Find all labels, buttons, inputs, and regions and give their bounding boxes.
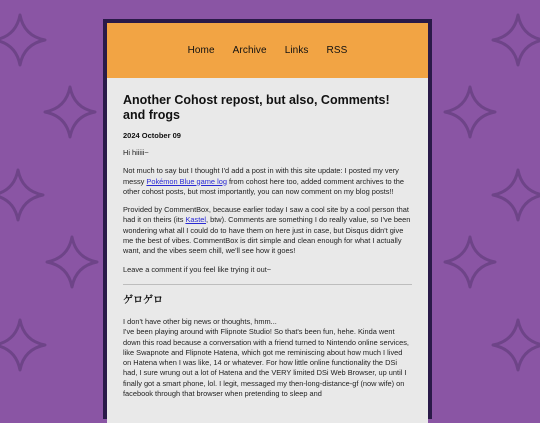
post-paragraph-flipnote: I've been playing around with Flipnote Studio! So that's been fun, hehe. Kinda went down this road because a conversation with a friend turned to Nintendo online services, like Swapnote and Flipnote Hatena, which got me reminiscing about how much I lived on Hatena when I was like, 14 or whatever. For how little online functionality the DSi had, I sure wrung out a lot of Hatena and the VERY limited DSi Web Browser, up until I finally got a smart phone, lol. I legit, messaged my then-long-distance-gf (now wife) on facebook through that browser when pretending to sleep and [123, 327, 409, 399]
section-divider [123, 284, 412, 285]
nav-link-links[interactable]: Links [284, 45, 309, 56]
post-content-area[interactable] [107, 78, 428, 423]
post-article [107, 78, 428, 399]
star-shape [493, 15, 540, 65]
star-shape [45, 87, 95, 137]
post-paragraph-update [123, 166, 412, 197]
paragraph-text: Not much to say but I thought I'd add a post in with this site update: I posted my very messy [123, 166, 399, 186]
page-frame [103, 19, 432, 419]
post-greeting: Hi hiiiii~ [123, 148, 149, 157]
nav-link-home[interactable]: Home [187, 45, 215, 56]
post-paragraph-no-news: I don't have other big news or thoughts, hmm... [123, 316, 277, 326]
nav-link-archive[interactable]: Archive [232, 45, 267, 56]
paragraph-text: Provided by CommentBox, because earlier today I saw a cool site by a cool person that had it on theirs (its [123, 205, 409, 225]
post-date: 2024 October 09 [123, 131, 181, 140]
nav-link-rss[interactable]: RSS [326, 45, 348, 56]
star-shape [0, 320, 45, 370]
star-shape [0, 170, 43, 220]
paragraph-text: , btw). Comments are something I do really value, so I've been wondering what all I could do to have them on here just in case, but Disqus didn't give me the best of vibes. CommentBox is dirt simple and clean enough for what I actually want, and the vibes seem chill, we'll see how it goes! [123, 215, 411, 256]
star-shape [47, 237, 97, 287]
section-heading: ゲロゲロ [123, 294, 163, 306]
top-nav [107, 23, 428, 78]
paragraph-text: from cohost here too, added comment archives to the other cohost posts, but most importantly, you can now comment on my blog posts!! [123, 176, 404, 196]
star-shape [493, 170, 540, 220]
post-paragraph-leave-comment: Leave a comment if you feel like trying it out~ [123, 264, 272, 274]
star-shape [445, 237, 495, 287]
star-shape [445, 87, 495, 137]
pokemon-blue-log-link[interactable]: Pokémon Blue game log [146, 176, 227, 186]
post-paragraph-commentbox [123, 205, 412, 256]
kastel-link[interactable]: Kastel [185, 215, 206, 225]
star-shape [493, 320, 540, 370]
star-shape [0, 15, 45, 65]
post-title: Another Cohost repost, but also, Comments! and frogs [123, 93, 390, 122]
